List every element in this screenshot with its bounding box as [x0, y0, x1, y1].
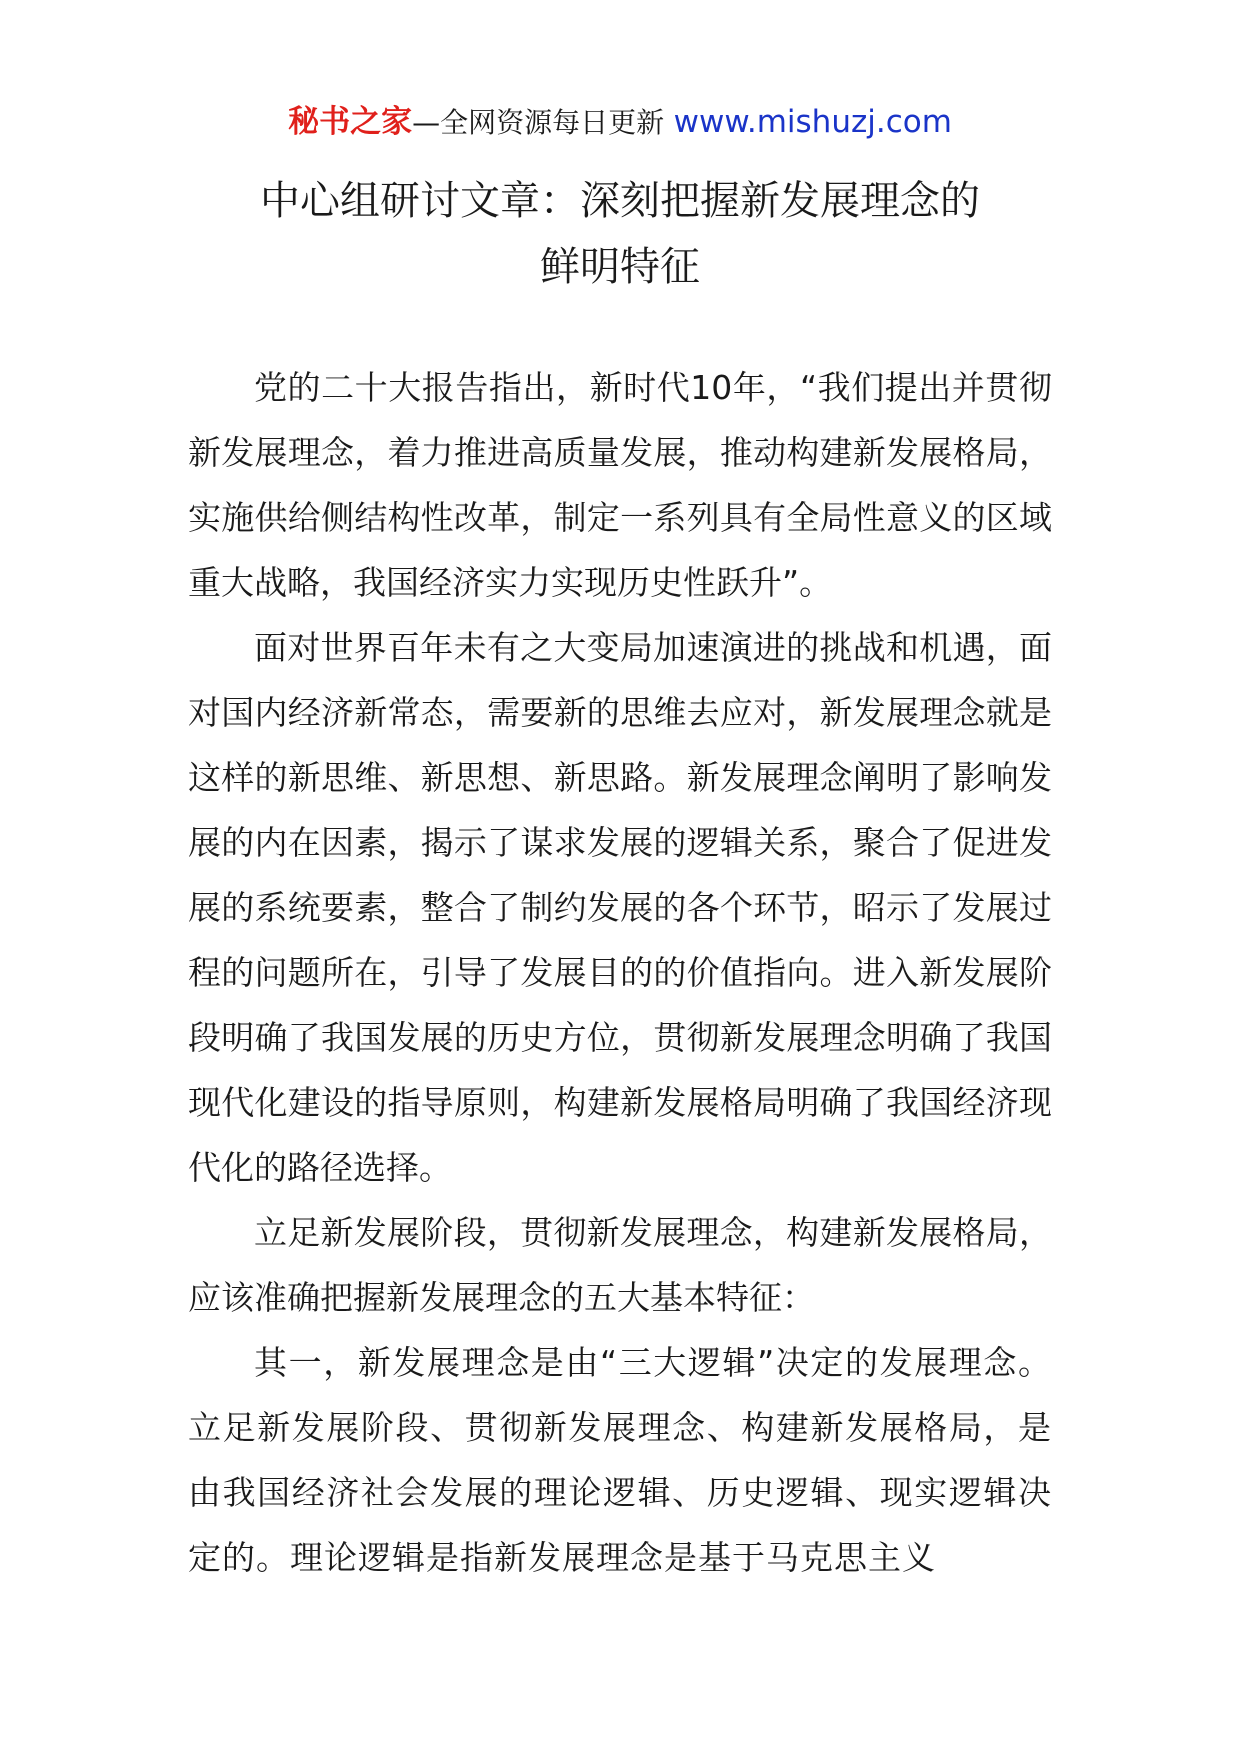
site-header [0, 100, 1240, 145]
paragraph-4: 其一，新发展理念是由“三大逻辑”决定的发展理念。立足新发展阶段、贯彻新发展理念、构建新发展格局，是由我国经济社会发展的理论逻辑、历史逻辑、现实逻辑决定的。理论逻辑是指新发展理念是基于马克思主义 [188, 1343, 1052, 1577]
site-slogan: —全网资源每日更新 [412, 106, 665, 139]
paragraph-3: 立足新发展阶段，贯彻新发展理念，构建新发展格局，应该准确把握新发展理念的五大基本特征： [188, 1213, 1052, 1317]
document-title [0, 168, 1240, 300]
paragraph-1: 党的二十大报告指出，新时代10年，“我们提出并贯彻新发展理念，着力推进高质量发展，推动构建新发展格局，实施供给侧结构性改革，制定一系列具有全局性意义的区域重大战略，我国经济实力实现历史性跃升”。 [188, 368, 1052, 602]
site-url-link[interactable]: www.mishuzj.com [673, 104, 952, 140]
title-line-2: 鲜明特征 [540, 244, 700, 290]
title-line-1: 中心组研讨文章：深刻把握新发展理念的 [260, 178, 980, 224]
paragraph-2: 面对世界百年未有之大变局加速演进的挑战和机遇，面对国内经济新常态，需要新的思维去应对，新发展理念就是这样的新思维、新思想、新思路。新发展理念阐明了影响发展的内在因素，揭示了谋求发展的逻辑关系，聚合了促进发展的系统要素，整合了制约发展的各个环节，昭示了发展过程的问题所在，引导了发展目的的价值指向。进入新发展阶段明确了我国发展的历史方位，贯彻新发展理念明确了我国现代化建设的指导原则，构建新发展格局明确了我国经济现代化的路径选择。 [188, 628, 1052, 1187]
document-body [188, 355, 1052, 1590]
site-brand: 秘书之家 [288, 104, 413, 140]
